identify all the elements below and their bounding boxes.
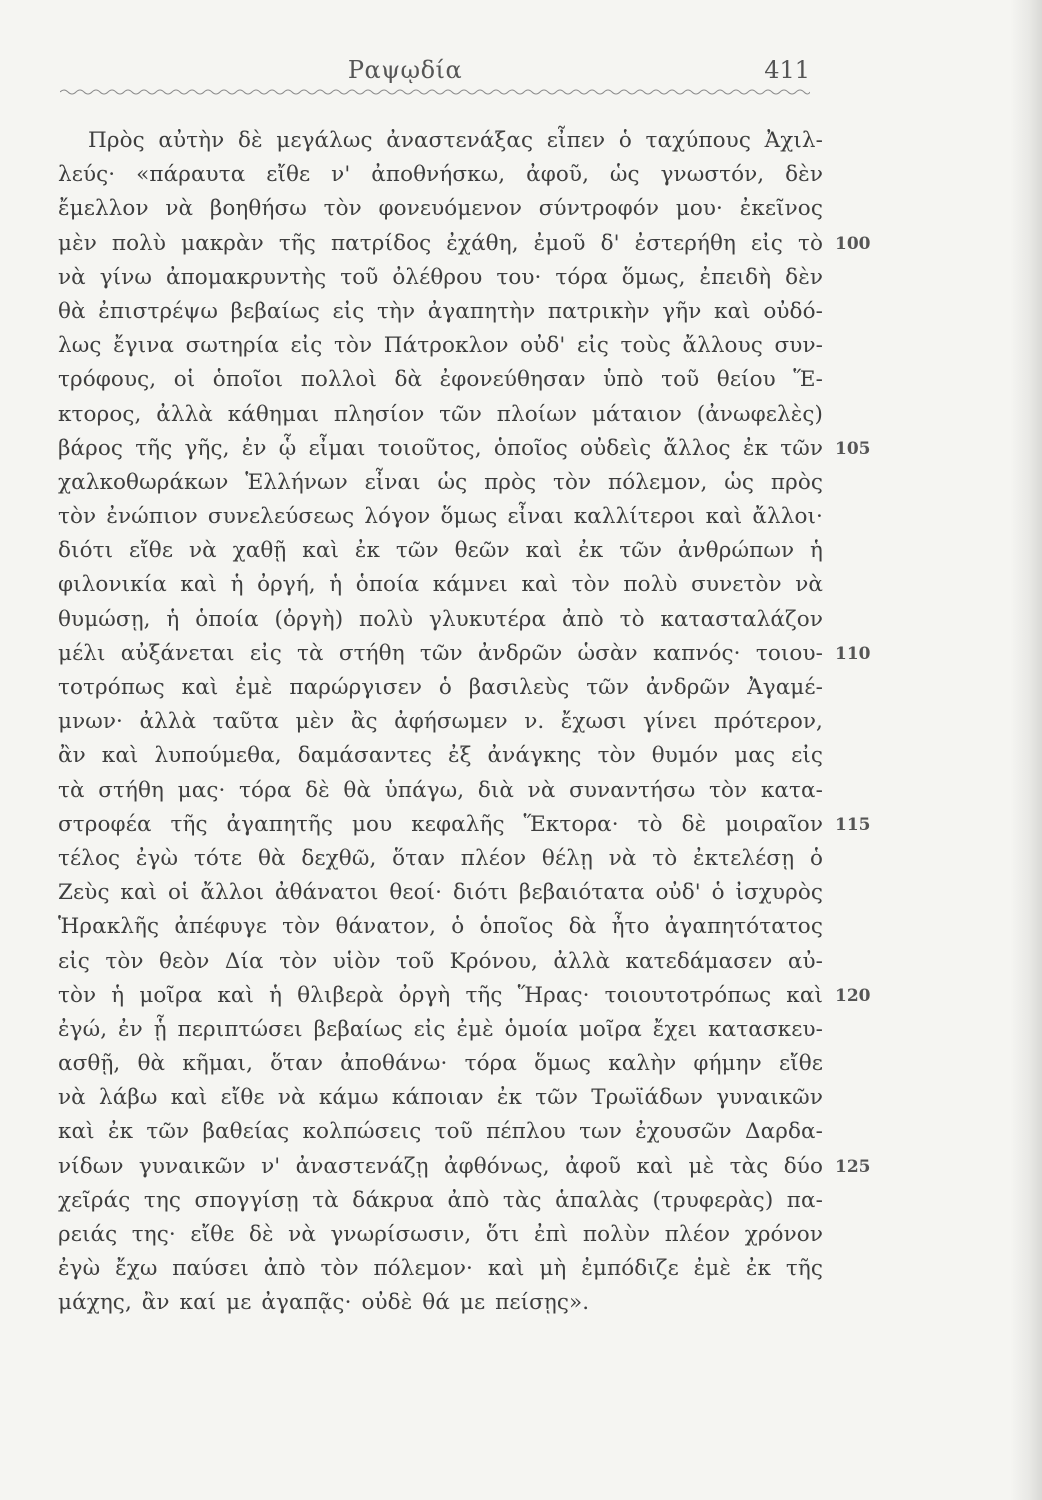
- text-line: εἰς τὸν θεὸν Δία τὸν υἱὸν τοῦ Κρόνου, ἀλλὰ κατεδάμασεν αὐ-: [58, 948, 823, 974]
- text-line: μέλι αὐξάνεται εἰς τὰ στήθη τῶν ἀνδρῶν ὡσὰν καπνός· τοιου-: [58, 640, 823, 666]
- text-line: τὰ στήθη μας· τόρα δὲ θὰ ὑπάγω, διὰ νὰ συναντήσω τὸν κατα-: [58, 777, 823, 803]
- text-line: λως ἔγινα σωτηρία εἰς τὸν Πάτροκλον οὐδ' εἰς τοὺς ἄλλους συν-: [58, 333, 823, 359]
- text-line: Ἡρακλῆς ἀπέφυγε τὸν θάνατον, ὁ ὁποῖος δὰ ἦτο ἀγαπητότατος: [58, 914, 823, 940]
- text-line: Ζεὺς καὶ οἱ ἄλλοι ἀθάνατοι θεοί· διότι βεβαιότατα οὐδ' ὁ ἰσχυρὸς: [58, 880, 823, 906]
- text-line: στροφέα τῆς ἀγαπητῆς μου κεφαλῆς Ἕκτορα· τὸ δὲ μοιραῖον: [58, 811, 823, 837]
- text-line: Πρὸς αὐτὴν δὲ μεγάλως ἀναστενάξας εἶπεν ὁ ταχύπους Ἀχιλ-: [88, 128, 823, 153]
- body-text: [58, 124, 823, 1321]
- text-line: διότι εἴθε νὰ χαθῇ καὶ ἐκ τῶν θεῶν καὶ ἐκ τῶν ἀνθρώπων ἡ: [58, 538, 823, 564]
- verse-line-number: 125: [835, 1157, 871, 1177]
- text-line: τὸν ἐνώπιον συνελεύσεως λόγον ὅμως εἶναι καλλίτεροι καὶ ἄλλοι·: [58, 504, 823, 530]
- text-line: τοτρόπως καὶ ἐμὲ παρώργισεν ὁ βασιλεὺς τῶν ἀνδρῶν Ἀγαμέ-: [58, 675, 823, 700]
- text-line: μάχης, ἂν καί με ἀγαπᾷς· οὐδὲ θά με πείσῃς».: [58, 1290, 590, 1316]
- text-line: κτορος, ἀλλὰ κάθημαι πλησίον τῶν πλοίων μάταιον (ἀνωφελὲς): [58, 401, 823, 427]
- text-line: ἂν καὶ λυπούμεθα, δαμάσαντες ἐξ ἀνάγκης τὸν θυμόν μας εἰς: [58, 743, 823, 769]
- text-line: ἐγώ, ἐν ᾗ περιπτώσει βεβαίως εἰς ἐμὲ ὁμοία μοῖρα ἔχει κατασκευ-: [58, 1016, 823, 1042]
- text-line: λεύς· «πάραυτα εἴθε ν' ἀποθνήσκω, ἀφοῦ, ὡς γνωστόν, δὲν: [58, 162, 823, 188]
- page-edge-shadow: [1010, 0, 1042, 1500]
- verse-line-number: 100: [835, 233, 871, 254]
- text-line: τὸν ἡ μοῖρα καὶ ἡ θλιβερὰ ὀργὴ τῆς Ἥρας· τοιουτοτρόπως καὶ: [58, 982, 823, 1008]
- text-line: τέλος ἐγὼ τότε θὰ δεχθῶ, ὅταν πλέον θέλῃ νὰ τὸ ἐκτελέσῃ ὁ: [58, 845, 823, 871]
- text-line: ρειάς της· εἴθε δὲ νὰ γνωρίσωσιν, ὅτι ἐπὶ πολὺν πλέον χρόνον: [58, 1222, 823, 1247]
- verse-line-number: 110: [835, 644, 871, 664]
- verse-line-number: 115: [835, 815, 871, 835]
- text-line: φιλονικία καὶ ἡ ὀργή, ἡ ὁποία κάμνει καὶ τὸν πολὺ συνετὸν νὰ: [58, 572, 823, 598]
- text-line: θὰ ἐπιστρέψω βεβαίως εἰς τὴν ἀγαπητὴν πατρικὴν γῆν καὶ οὐδό-: [58, 298, 823, 324]
- text-line: χεῖράς της σπογγίσῃ τὰ δάκρυα ἀπὸ τὰς ἁπαλὰς (τρυφερὰς) πα-: [58, 1187, 823, 1213]
- text-line: χαλκοθωράκων Ἑλλήνων εἶναι ὡς πρὸς τὸν πόλεμον, ὡς πρὸς: [58, 469, 823, 495]
- text-line: ἔμελλον νὰ βοηθήσω τὸν φονευόμενον σύντροφόν μου· ἐκεῖνος: [58, 196, 823, 222]
- text-line: καὶ ἐκ τῶν βαθείας κολπώσεις τοῦ πέπλου των ἐχουσῶν Δαρδα-: [58, 1119, 823, 1145]
- text-line: νίδων γυναικῶν ν' ἀναστενάζῃ ἀφθόνως, ἀφοῦ καὶ μὲ τὰς δύο: [58, 1153, 823, 1179]
- verse-line-number: 120: [835, 986, 871, 1006]
- page-number: 411: [764, 56, 810, 84]
- text-line: θυμώσῃ, ἡ ὁποία (ὀργὴ) πολὺ γλυκυτέρα ἀπὸ τὸ κατασταλάζον: [58, 606, 823, 632]
- text-line: νὰ λάβω καὶ εἴθε νὰ κάμω κάποιαν ἐκ τῶν Τρωϊάδων γυναικῶν: [58, 1085, 823, 1111]
- wavy-rule-ornament: [60, 86, 810, 98]
- text-line: ασθῇ, θὰ κῆμαι, ὅταν ἀποθάνω· τόρα ὅμως καλὴν φήμην εἴθε: [58, 1051, 823, 1077]
- text-line: τρόφους, οἱ ὁποῖοι πολλοὶ δὰ ἐφονεύθησαν ὑπὸ τοῦ θείου Ἕ-: [58, 367, 823, 393]
- text-line: μὲν πολὺ μακρὰν τῆς πατρίδος ἐχάθη, ἐμοῦ δ' ἐστερήθη εἰς τὸ: [58, 230, 823, 256]
- text-line: ἐγὼ ἔχω παύσει ἀπὸ τὸν πόλεμον· καὶ μὴ ἐμπόδιζε ἐμὲ ἐκ τῆς: [58, 1256, 823, 1282]
- text-line: μνων· ἀλλὰ ταῦτα μὲν ἂς ἀφήσωμεν ν. ἔχωσι γίνει πρότερον,: [58, 709, 823, 735]
- verse-line-number: 105: [835, 438, 871, 459]
- text-line: νὰ γίνω ἀπομακρυντὴς τοῦ ὀλέθρου του· τόρα ὅμως, ἐπειδὴ δὲν: [58, 264, 823, 290]
- running-title: Ραψῳδία: [347, 56, 463, 84]
- text-line: βάρος τῆς γῆς, ἐν ᾧ εἶμαι τοιοῦτος, ὁποῖος οὐδεὶς ἄλλος ἐκ τῶν: [58, 435, 823, 461]
